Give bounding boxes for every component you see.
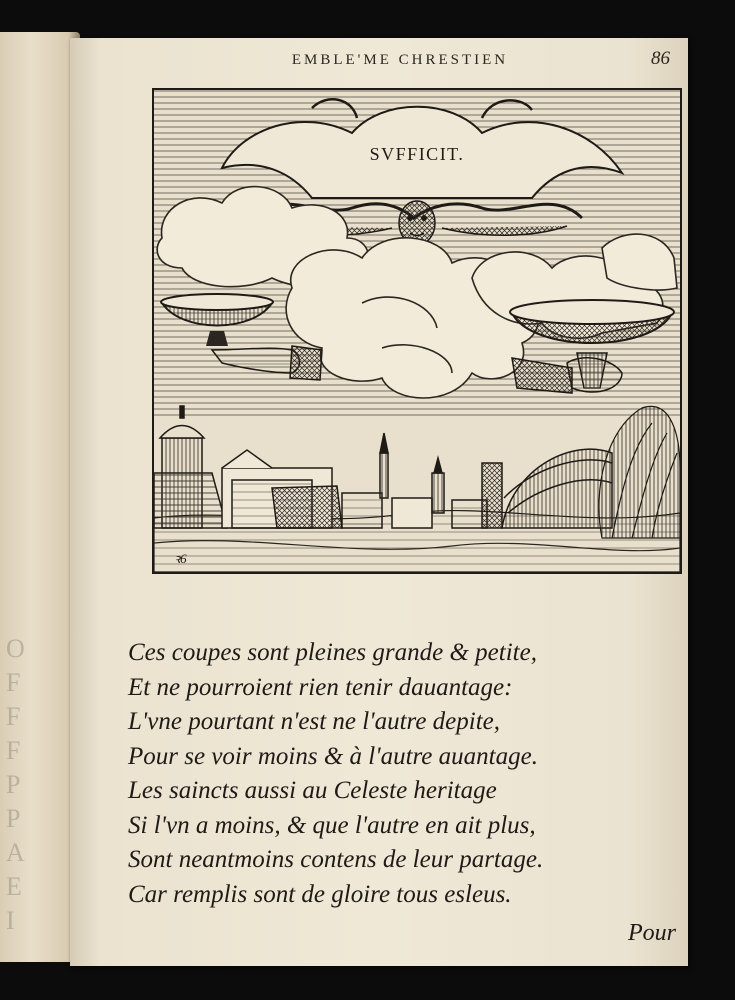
- engraver-mark: ꝛ6: [174, 551, 187, 566]
- verse-line: L'vne pourtant n'est ne l'autre depite,: [128, 708, 500, 735]
- bleed-letter: I: [6, 906, 17, 935]
- bleed-letter: E: [6, 872, 24, 901]
- verse-line: Pour se voir moins & à l'autre auantage.: [128, 742, 538, 770]
- bleed-letter: F: [6, 702, 23, 731]
- bleed-letter: O: [6, 634, 27, 663]
- left-page-edge: [0, 32, 80, 962]
- verse-block: [128, 636, 668, 912]
- bleed-letter: F: [6, 668, 23, 697]
- left-page-bleed-through: [6, 632, 64, 938]
- page-number: 86: [651, 48, 670, 69]
- verse-line: Ces coupes sont pleines grande & petite,: [128, 639, 537, 666]
- running-head: EMBLE'ME CHRESTIEN: [291, 52, 509, 68]
- emblem-engraving: [152, 88, 682, 574]
- bleed-letter: F: [6, 736, 23, 765]
- verse-line: Et ne pourroient rien tenir dauantage:: [128, 673, 513, 701]
- verse-line: Car remplis sont de gloire tous esleus.: [128, 880, 512, 908]
- bleed-letter: P: [6, 804, 23, 833]
- right-page: [70, 38, 688, 966]
- catchword: Pour: [628, 920, 676, 946]
- verse-line: Si l'vn a moins, & que l'autre en ait plus,: [128, 811, 536, 839]
- bleed-letter: A: [6, 838, 27, 867]
- bleed-letter: P: [6, 770, 23, 799]
- emblem-motto: SVFFICIT.: [369, 144, 465, 164]
- verse-line: Sont neantmoins contens de leur partage.: [128, 846, 544, 873]
- verse-line: Les saincts aussi au Celeste heritage: [128, 777, 497, 804]
